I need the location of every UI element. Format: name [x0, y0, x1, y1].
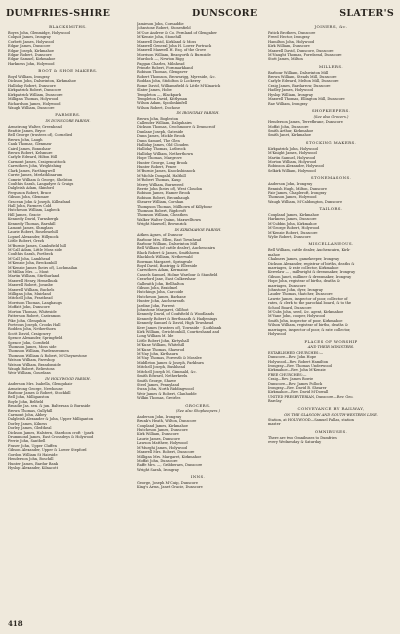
- directory-entry: Halliday Robert, Dunscore: [8, 83, 56, 88]
- directory-entry: Milligan John, Muirland: [8, 292, 51, 297]
- directory-entry: Maxwell David, Kirkland & Moss: [137, 39, 197, 44]
- directory-entry: Boyle John, Belfield: [8, 399, 44, 404]
- directory-entry: Smith Edward, Netherkeelu: [137, 374, 188, 379]
- directory-entry: M'Burnie James, Cambsfield hill: [8, 243, 66, 248]
- directory-entry: Bell George (trustees of), Cornelied: [8, 133, 73, 138]
- directory-entry: Carruthers Adam, Kermaine: [137, 268, 188, 273]
- directory-entry: Drummond James, East Crossdeys & Holywood: [8, 435, 94, 440]
- sub-heading: (See also Shopkeepers.): [176, 409, 220, 414]
- directory-entry: Thomson James, Moss side: [8, 344, 57, 349]
- directory-entry: M'Nay Thomas, Forrestb & Mosslee: [137, 356, 202, 361]
- directory-entry: Wylie Robert, Dunscore: [268, 235, 311, 240]
- header-county: DUMFRIES-SHIRE: [6, 7, 111, 19]
- sub-heading: ON THE GLASGOW AND SOUTH-WESTERN LINE.: [284, 412, 378, 417]
- directory-entry: Morrison Thomas, Langhaugs: [8, 300, 62, 305]
- directory-entry: Edgar James, Dunscore: [8, 44, 51, 49]
- directory-entry: Thomson William, Cheathen: [137, 213, 188, 218]
- directory-entry: Carmont John, Abbey: [8, 413, 47, 418]
- directory-entry: Walker Walter Quinn, Maxwelltown: [137, 217, 201, 222]
- directory-entry: Wilson William, registrar of births, deaths &: [268, 323, 348, 328]
- directory-entry: Moffatt John, Dunscore: [8, 305, 50, 310]
- directory-entry: marriages, & rate collector, Kirkmahoe: [268, 266, 339, 270]
- directory-entry: Thomson William & Robert, M'Cheynestone: [8, 353, 87, 358]
- directory-entry: Kennedy Samuel & David, High Townhead: [137, 321, 214, 326]
- directory-entry: Barclay: [268, 399, 282, 404]
- directory-entry: Broadie Jas. sen. & jun. Baltersan & Burnside: [8, 404, 91, 409]
- directory-entry: King's Arms, Janet Gracie, Dunscore: [137, 485, 203, 490]
- directory-entry: M'Kenzie John, Breckonhill: [8, 261, 57, 266]
- directory-entry: Hutchings John, Carcoide: [137, 290, 184, 295]
- header-parish: DUNSCORE: [191, 7, 258, 19]
- directory-entry: Stott James, Milton: [268, 57, 303, 62]
- directory-entry: Armstrong Walter, Greenhead: [8, 124, 62, 129]
- directory-entry: Merry William, Burnweed: [137, 182, 184, 187]
- directory-entry: M'Vane John, cooper, Holywood: [268, 314, 325, 319]
- directory-entry: Thomson William, Fardenswomen: [8, 349, 69, 354]
- directory-entry: FREE CHURCHES:—: [268, 372, 307, 377]
- directory-entry: UNITED PRESBYTERIAN, Dunscore—Rev. Geo.: [268, 394, 354, 399]
- directory-entry: Maxwell David, Dunscore, Dunscore: [268, 48, 334, 53]
- directory-entry: Jardine John, Forrest: [137, 303, 175, 308]
- directory-entry: Gibson John, Braidmel: [137, 285, 178, 290]
- directory-entry: Maxwell Henry, Hemelhusk: [8, 278, 58, 283]
- directory-entry: M'Michle Dougald, Halthill: [137, 173, 186, 178]
- directory-entry: M'Kune William, Whitehill: [137, 343, 185, 348]
- directory-entry: Hope John, registrar of births, deaths &: [268, 279, 340, 284]
- directory-entry: Anderson Mrs. Isabella, Glenquhair: [8, 382, 73, 387]
- section-heading: CONVEYANCE BY RAILWAY,: [297, 405, 365, 411]
- directory-entry: Dickson James, Halstern, Stardoon croft · (park: [8, 430, 94, 435]
- directory-entry: M'George Robert, Holywood: [268, 226, 320, 231]
- directory-entry: Morton Thomas, Whiteside: [8, 309, 57, 314]
- header-publisher: SLATER'S: [339, 7, 394, 19]
- directory-entry: Maxwell Thomas, Ellington Mill, Dunscore: [268, 97, 345, 102]
- directory-entry: Kirkmahoe—Rev. John M'Kenzie: [268, 368, 326, 373]
- directory-entry: Armstrong George, Newhouse: [8, 386, 63, 391]
- directory-entry: Lawson Matthew, Holywood: [137, 441, 188, 446]
- directory-entry: M'Kenzie John, Stonehill: [137, 35, 182, 40]
- directory-entry: Harkness James, Dunscore: [268, 217, 317, 222]
- directory-entry: Henderson John, Boschill: [8, 457, 54, 462]
- directory-entry: Dorley James, Kilness: [8, 421, 48, 426]
- directory-entry: Anderson John, Irongray: [137, 414, 182, 419]
- directory-entry: Colquit James, Irongray: [8, 35, 51, 40]
- directory-entry: Waugh Robert, Reliestons: [8, 366, 55, 371]
- directory-entry: Raffe Mrs. —, Gribberaes, Dunscore: [137, 463, 203, 468]
- sub-heading: IN HOLYWOOD PARISH.: [45, 376, 91, 381]
- directory-entry: Mitchell Joseph M, Gimmald, &c.: [137, 369, 197, 374]
- directory-entry: Rae William, Irongray: [268, 101, 308, 106]
- directory-entry: Maxwell General John H. Lower Portrack: [137, 44, 212, 49]
- page-number: 418: [8, 619, 23, 628]
- directory-entry: Brunk's Heath, Wilton, Dunscore: [137, 419, 197, 424]
- directory-entry: Rerrie John (heirs of), West Cloudon: [137, 187, 203, 192]
- directory-entry: Coulthis Sarah, Langadyre & Craigs: [8, 181, 74, 186]
- directory-entry: Hutcheson James, Barbane: [137, 294, 186, 299]
- section-heading: SHOPKEEPERS.: [311, 107, 351, 113]
- column-right: [268, 22, 394, 445]
- directory-entry: George, Joseph M'Cuip, Dunscore: [137, 481, 198, 486]
- directory-entry: Murdoch —, Newton Rigg: [137, 57, 184, 62]
- directory-entry: Paggan Charles, Milnhead: [137, 61, 185, 66]
- directory-entry: Bowman Margaret, Springvale: [137, 259, 193, 264]
- directory-entry: Hutcheson William, Lagbeck: [8, 208, 60, 213]
- directory-entry: Cassels Samuel, Holme Wardour & Stanfield: [137, 272, 218, 277]
- directory-entry: Dunn James, Mickle Brook: [137, 134, 185, 139]
- directory-entry: Brown John, Laugh: [8, 137, 43, 142]
- directory-entry: M'Cubbin John, Kirkmahoe: [268, 221, 317, 226]
- directory-entry: Kirkpatrick John, Holywood: [268, 146, 318, 151]
- directory-entry: Boyes John, Glenmidge, Holywood: [8, 30, 70, 35]
- directory-entry: Weir James & Robert, Clanhudde: [137, 391, 197, 396]
- directory-entry: Slater James, Hobe: [137, 88, 172, 93]
- directory-entry: Wilkin Thomas, Greirles: [137, 396, 181, 401]
- sub-heading: IN IRONGRAY PARISH.: [176, 111, 220, 116]
- directory-entry: Laurie Robert, Rosebraehill: [8, 230, 58, 235]
- directory-entry: Thomson Robert, Rigdcroft: [137, 209, 186, 214]
- directory-entry: Hunter George, Long Brook: [137, 160, 188, 165]
- directory-entry: Watson William, Brandonside: [8, 362, 61, 367]
- directory-entry: Caird James, Bonnshaw: [8, 146, 51, 151]
- directory-entry: Coulthis Sarah, Portbeck: [8, 252, 53, 257]
- directory-entry: Hunter James, Bardur Bank: [8, 461, 59, 466]
- directory-entry: Johnstone John, dyer, Irongray: [268, 288, 323, 293]
- section-heading: PLACES OF WORSHIP: [304, 338, 358, 344]
- directory-entry: Irongray—Rev. David B. Shearer: [268, 386, 327, 391]
- directory-entry: M'Call Adam, Little Moss side: [8, 248, 62, 252]
- directory-entry: Kennedy Thomas, Barnhill: [8, 221, 56, 226]
- directory-entry: Currie James, Merlathlinarum: [8, 173, 63, 178]
- directory-entry: Wright Maxwell, Brownrick: [137, 222, 187, 227]
- directory-entry: Gordon William St Hairside: [8, 452, 58, 457]
- directory-entry: Brown William, Steads Mill, Dunscore: [268, 75, 337, 80]
- directory-entry: marriages, inspector of poor, & rate collector,: [268, 327, 351, 332]
- directory-entry: Templeton —, Blackpark: [137, 92, 182, 97]
- directory-entry: Clark James, Farthingwell: [8, 168, 55, 173]
- directory-entry: Robison James, Hamer Brook: [137, 191, 190, 196]
- directory-entry: Kennedy David, Turnsbergk: [8, 217, 59, 222]
- directory-entry: M'Nay John, Kirthaurn: [137, 352, 178, 357]
- directory-entry: Gracean John & Joseph, Killeafand: [8, 199, 71, 204]
- directory-entry: Carmont James, Craigencattock: [8, 159, 66, 164]
- directory-entry: Galbraith John, Bellhalton: [137, 281, 184, 286]
- directory-entry: Steel James, Pennyland: [137, 382, 180, 387]
- directory-entry: Crawford Jane, East Culkershaw: [137, 277, 196, 282]
- directory-entry: Smith Janet, Kirkmahoe: [268, 133, 311, 138]
- directory-entry: Halliday James, Old Clouden: [137, 142, 189, 147]
- directory-entry: Boyd David, Boatrigg & Elleeside: [137, 263, 198, 268]
- directory-entry: Hope Thomas, Margrove: [137, 156, 182, 161]
- directory-entry: Dunscore—Rev. James Pollock: [268, 381, 323, 386]
- section-heading: GROCERS.: [185, 402, 211, 408]
- directory-entry: Craig—Rev. James Bowie: [268, 377, 314, 382]
- directory-entry: Gibson Alexander, Upper & Lower Stepford: [8, 448, 87, 453]
- directory-entry: Roddan John, Stidolton & Lockerey: [137, 79, 201, 84]
- directory-entry: Irongray—Rev. Thomas Underwood: [268, 364, 332, 369]
- directory-entry: M'Burnie James, Knockshinnock: [137, 169, 196, 174]
- directory-entry: Fraser John, Upper Cluffen: [8, 443, 57, 448]
- section-heading: STOCKING MAKERS.: [305, 139, 357, 145]
- directory-entry: Edgar Samuel, Kirkmahoe: [8, 57, 56, 62]
- directory-entry: Lawrie James, inspector of poor, collector of: [268, 296, 348, 301]
- directory-entry: ESTABLISHED CHURCHES:—: [268, 350, 324, 355]
- directory-entry: Callender William, Dalquhairn: [137, 120, 192, 125]
- directory-entry: Dickson John, Dalswinton, Kirkmahoe: [8, 79, 76, 84]
- directory-entry: Hyslop Alexander, Kilnacott: [8, 465, 58, 470]
- directory-entry: Maxwell Mrs. Robert, Dunscore: [137, 450, 195, 455]
- directory-entry: Edgar Joseph, Kirkmahoe: [8, 48, 54, 53]
- directory-entry: School Board, Dunscore: [268, 305, 312, 310]
- directory-entry: Fair James, Chapleroft, Irongray: [268, 190, 327, 195]
- directory-entry: marriages, Dunscore: [268, 283, 306, 288]
- directory-entry: Edgar Robert, Dunscore: [8, 52, 52, 57]
- directory-entry: Halliday Thomas, Lotbrock: [137, 147, 186, 152]
- directory-entry: Dunn Samuel, The Glen: [137, 138, 180, 143]
- directory-entry: M'Call John, Lambhead: [8, 256, 51, 261]
- directory-entry: Spence John, Cornfield: [8, 340, 50, 345]
- directory-entry: Aitken Agnes, of Dunscor: [137, 233, 183, 238]
- directory-entry: M'Cubs John, seed, &c. agent, Kirkmahoe: [268, 310, 344, 315]
- directory-entry: Moffat John, Dunscore: [268, 124, 309, 129]
- directory-entry: Martin Samuel, Holywood: [268, 155, 316, 160]
- section-heading: OMNIBUSES.: [314, 428, 348, 434]
- section-heading: BLACKSMITHS.: [49, 24, 87, 29]
- directory-entry: mahoe: [268, 252, 280, 257]
- directory-entry: Dickson Alexander, registrar of births, deaths &: [268, 261, 355, 266]
- directory-entry: Dunscore—Rev. John Hope: [268, 355, 317, 360]
- sub-heading: AND THEIR MINISTERS.: [307, 345, 355, 350]
- directory-entry: Morton William, Holywood: [268, 159, 317, 164]
- directory-entry: Spence Alexander, Springfield: [8, 336, 63, 341]
- directory-entry: Carlyle Edward, Melton Mill, Dunscore: [268, 79, 339, 84]
- directory-entry: Bell William, cattle dealer, Auchencairn, Kirk-: [268, 248, 351, 253]
- sub-heading: (See also Grocers.): [313, 114, 349, 119]
- directory-entry: Gibson John, Glenmaw: [8, 195, 49, 200]
- directory-entry: Comrie William & George, Shelston: [8, 177, 73, 182]
- column-middle: [137, 22, 259, 490]
- directory-entry: Primrle Robert, Fornmarkhand: [137, 66, 193, 71]
- directory-entry: Kerrelaw — , millwright & dressmaker, Irongray: [268, 270, 356, 275]
- directory-entry: Weir William, Gourdans: [8, 371, 51, 376]
- directory-entry: Johnstone Robert, Stonesfield: [137, 26, 191, 31]
- directory-entry: Long William M. lde: [137, 334, 174, 339]
- directory-entry: M'Kenzie James (heirs of), Lochmailan: [8, 265, 78, 270]
- directory-entry: M'Cue Andrew & Co. Fernland of Glengaber: [137, 30, 217, 35]
- directory-entry: M'Naught Thomas, Forrdsend, Dunscore: [268, 52, 342, 57]
- directory-entry: Cauk Thomas, Glenmaw: [8, 142, 52, 147]
- directory-entry: Morrison William, Beanyorth & Burnside: [137, 52, 211, 57]
- directory-entry: Robison Thomas, Glengaver: [137, 70, 188, 75]
- directory-entry: Kirk William, Dunscore: [137, 432, 179, 437]
- directory-entry: Barbour James & Robert, Stockhill: [8, 391, 71, 395]
- directory-entry: Carruthers John, Wrightshing: [8, 164, 62, 169]
- directory-entry: Little Robert, Grezh: [8, 239, 45, 244]
- directory-entry: Hadley James, Holywood: [268, 88, 313, 93]
- directory-entry: every Wednesday & Saturday: [268, 440, 322, 445]
- directory-entry: Hamilton John, Holywood: [268, 39, 315, 44]
- section-heading: MILLERS.: [319, 63, 343, 69]
- directory-entry: Gibson Janet, milliner & dressmaker, Irongray: [268, 274, 352, 279]
- directory-entry: Moffat John, Dunscore: [137, 458, 178, 463]
- directory-entry: Martin William, Stirthurland: [8, 274, 60, 279]
- directory-entry: Smith John, inspector of poor, Kirkmahoe: [268, 318, 343, 323]
- directory-entry: Jamieson John, Cornaddie: [137, 22, 184, 26]
- directory-entry: Hutcheson James, Dunscore: [137, 428, 188, 433]
- directory-entry: Henderson James, Terrefbrane, Dunscore: [268, 120, 343, 125]
- directory-entry: Kirkpatrick Robert, Dunscore: [8, 88, 62, 93]
- directory-entry: Dalgleish Alexander & John, Upper Milliganton: [8, 417, 94, 422]
- directory-entry: Boyd William, Irongray: [8, 75, 50, 80]
- directory-entry: Ferguson Robert, Bruce: [8, 190, 52, 195]
- directory-entry: Freed Hector, Irongray: [268, 35, 310, 40]
- directory-entry: Scott David, Craigcurry: [8, 331, 51, 336]
- directory-entry: M'Knight James, Holywood: [268, 151, 317, 156]
- directory-entry: Station, at HOLYWOOD—Samuel Fallas, station: [268, 418, 354, 422]
- directory-entry: Robinson Alexander, Holywood: [268, 164, 324, 169]
- directory-entry: Little Robert John, Kirtyshall: [137, 338, 189, 343]
- directory-entry: M'Millan Mrs. — Mout: [8, 270, 49, 275]
- directory-entry: Lopnel Alexander, Hillynock: [8, 234, 59, 239]
- directory-entry: Dunlane Joseph, Gateside: [137, 129, 184, 134]
- directory-entry: Brown Robert, Kelsmure: [8, 151, 53, 156]
- directory-entry: Dalgleish Adam, Skinford: [8, 186, 54, 191]
- directory-entry: Barbour Mrs. Ellen, East Townhead: [137, 237, 202, 242]
- directory-entry: Hunter John, Auchenreath: [137, 299, 185, 304]
- directory-entry: Kennedy David, of Coufsfield & Woodlands: [137, 312, 215, 317]
- directory-entry: Barbour William, Dalswinton Mill: [137, 241, 198, 246]
- section-heading: MISCELLANEOUS.: [308, 241, 354, 247]
- directory-entry: Waugh William, Dunscore: [8, 105, 55, 110]
- directory-entry: Bell John, Milliganston: [8, 395, 49, 400]
- directory-entry: Bennish Hugh, Milton, Dunscore: [268, 186, 327, 191]
- directory-entry: Dorley James, Gledtheal: [8, 426, 52, 431]
- directory-entry: Rome David, Williamsfield & Little M'Kinarick: [137, 83, 221, 88]
- section-heading: STONEMASONS.: [310, 175, 352, 181]
- directory-entry: Pike John, Glenquhin: [8, 318, 46, 323]
- directory-entry: Thompson Thomas, Millhown of Killybour: [137, 204, 213, 209]
- directory-entry: Ferrie John, Santbell: [8, 439, 46, 444]
- directory-entry: Hyslop William, Irongray: [268, 92, 314, 97]
- section-heading: JOINERS, &c.: [314, 24, 348, 29]
- directory-entry: Blacklock William, Netherwald: [137, 255, 193, 260]
- directory-entry: Thomson James, Holywood: [268, 195, 317, 200]
- section-heading: TAILORS.: [319, 206, 343, 212]
- directory-entry: Coupland James, Kirkmahoe: [137, 423, 189, 428]
- directory-entry: Chalmers James, gamekeeper, Irongray: [268, 257, 340, 262]
- directory-entry: Dickson Thomas, Crochmoore & Drumcroif: [137, 125, 215, 130]
- section-heading: INNS.: [190, 474, 206, 480]
- directory-entry: Coupland James, Kirkmahoe: [268, 213, 320, 218]
- directory-entry: Selkirk William, Holywood: [268, 168, 316, 173]
- directory-entry: There are two Omnibuses to Dumfries: [268, 435, 337, 440]
- directory-entry: Porteous Joseph, Crooks Hall: [8, 322, 61, 327]
- directory-entry: Kirk William, Dunscore: [268, 44, 310, 49]
- directory-entry: master: [268, 422, 281, 427]
- directory-entry: rates, & clerk to the parochial board, & to the: [268, 301, 352, 306]
- directory-entry: Rodden John, Netherthorn: [8, 327, 56, 332]
- directory-entry: M'Kune Thomas, Shawrod: [137, 347, 185, 352]
- directory-entry: Carlyle Edward, Hilton Hill: [8, 155, 58, 160]
- directory-entry: Robison Robert, Brounhaugh: [137, 195, 190, 200]
- directory-entry: Hall John, Farmers Cold: [8, 203, 52, 208]
- directory-entry: Barbour William, Dalswinton Mill: [268, 70, 329, 75]
- directory-entry: Corbett James, Holywood: [8, 39, 54, 44]
- directory-entry: Milligan Thomas, Holywood: [8, 97, 59, 102]
- directory-entry: Maxwell William, Buchels: [8, 287, 55, 292]
- directory-entry: Milligan Mrs. Margaret, Kirkmahoe: [137, 454, 202, 459]
- directory-entry: Beattie James, Bryce: [8, 129, 46, 134]
- directory-entry: Waugh William, M'Caldongton, Dunscore: [268, 199, 343, 204]
- directory-entry: Kirkpatrick William, Dunscore: [8, 92, 63, 97]
- directory-entry: Anderson John, Irongray: [268, 182, 313, 187]
- directory-entry: Smith Arthur, Kirkmahoe: [268, 129, 314, 134]
- section-heading: BOOT & SHOE MAKERS.: [38, 68, 98, 74]
- directory-entry: M'Murghi James, Holywood: [137, 445, 188, 450]
- directory-entry: Patterson Robert, Castramon: [8, 314, 61, 319]
- directory-entry: Kerr James (trustees of), Townside · (Luthbank: [137, 325, 222, 330]
- directory-entry: Brown Thomas, Gullyhill: [8, 408, 53, 413]
- directory-entry: Watson William, Fareshop: [8, 358, 55, 363]
- section-heading: FARMERS.: [55, 112, 81, 118]
- directory-entry: Halliday William, Netherthown: [137, 151, 193, 156]
- directory-entry: Harkness John, Holywood: [8, 61, 55, 66]
- directory-entry: Maxwell Maxwell H. Esq. of the Grove: [137, 48, 207, 53]
- directory-entry: Hill James, Gracie: [8, 212, 41, 217]
- directory-entry: Middleton James & Joseph, Parkburn: [137, 360, 204, 365]
- directory-entry: Templeton David, Kittlyman: [137, 96, 188, 101]
- directory-entry: Wright Sarah, Irongray: [137, 467, 179, 472]
- directory-entry: Mitchell Joseph, Bushhead: [137, 365, 186, 370]
- sub-heading: IN KIRKMAHOE PARISH.: [174, 227, 222, 232]
- directory-entry: M'Kenzie Robert, Dunscore: [268, 230, 318, 235]
- directory-entry: Mitchell John, Frasthead: [8, 296, 53, 301]
- directory-entry: Kirkmahoe—Rev. David M'Dowall: [268, 390, 329, 395]
- directory-entry: M'Robert Thomas, Kaup: [137, 178, 181, 183]
- directory-entry: Richardson James, Holywood: [8, 101, 61, 106]
- directory-entry: Patick Brothers, Dunscore: [268, 30, 316, 35]
- directory-entry: Holywood: [268, 332, 286, 337]
- directory-entry: Swan John, North Riddingwood: [137, 387, 194, 392]
- directory-entry: Robert Thomson, Brownrigg, Myreside, &c.: [137, 74, 216, 79]
- directory-entry: Laurie James, Dunscore: [137, 436, 181, 441]
- column-left: [8, 22, 128, 470]
- page-header: [6, 6, 394, 20]
- directory-entry: Bell William (of cattle dealer), Auchencairn: [137, 246, 215, 251]
- sub-heading: IN DUNSCORE PARISH.: [45, 119, 91, 124]
- directory-entry: Holywood—Rev. Robert Hamilton: [268, 359, 329, 364]
- directory-entry: Hunter Robert, Fenee: [137, 165, 177, 169]
- directory-entry: Maxwell Robert, Joranbe: [8, 283, 53, 288]
- directory-entry: Wilson Adam, Spoiloskinfell: [137, 101, 188, 106]
- directory-entry: Lamont James, Shmglass: [8, 225, 54, 230]
- directory-entry: Smith George, Shawe: [137, 378, 177, 383]
- directory-entry: Lauder Thomas, thatcher, Dunscore: [268, 292, 333, 297]
- directory-entry: Shearer William, Corshan: [137, 200, 184, 205]
- directory-entry: Kirk William, Grrichtonhill, Courtieshand and: [137, 330, 220, 335]
- directory-entry: Wilson Robert, Dochose: [137, 105, 181, 110]
- directory-entry: Brown John, Bogleston: [137, 116, 179, 121]
- directory-entry: Craig James, Bardarrow, Dunscore: [268, 83, 331, 88]
- directory-entry: Johnstone Margaret, Gillfoot: [137, 308, 189, 312]
- directory-entry: Black Robert & James, Smithhown: [137, 250, 200, 255]
- directory-entry: Kennedy Robert & Berthsaath & Hadjenings: [137, 316, 218, 321]
